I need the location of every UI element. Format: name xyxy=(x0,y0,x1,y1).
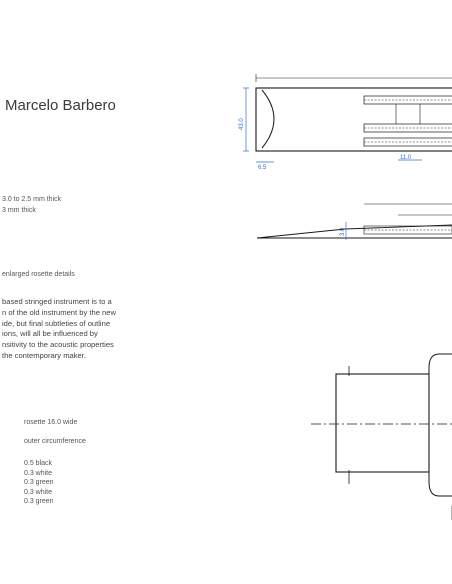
rosette-heading: enlarged rosette details xyxy=(2,271,75,278)
thickness-note-2: 3 mm thick xyxy=(2,207,36,214)
profile-top-edge xyxy=(257,225,452,238)
left-offset-label: 6.5 xyxy=(258,165,267,171)
outer-circumference-label: outer circumference xyxy=(24,438,86,445)
side-view xyxy=(257,204,452,240)
description-line: the contemporary maker. xyxy=(2,350,86,360)
description-line: based stringed instrument is to a xyxy=(2,297,112,306)
rosette-width-note: rosette 16.0 wide xyxy=(24,419,78,426)
height-dimension-label: 43.0 xyxy=(239,118,245,130)
top-view xyxy=(243,74,452,162)
purfling-strip: 0.3 green xyxy=(24,498,54,506)
description-line: n of the old instrument by the new xyxy=(2,307,116,317)
description-line: ide, but final subtleties of outline xyxy=(2,318,111,328)
rosette-block xyxy=(336,374,429,472)
purfling-strip: 0.3 green xyxy=(24,479,54,487)
head-outline xyxy=(256,88,452,151)
purfling-strip: 0.3 white xyxy=(24,469,53,477)
description-line: ions, will all be influenced by xyxy=(2,329,98,339)
maker-name: Marcelo Barbero xyxy=(5,97,116,114)
thickness-note-1: 3.0 to 2.5 mm thick xyxy=(2,196,62,203)
description-line: nsitivity to the acoustic properties xyxy=(2,340,114,350)
rosette-outer-circumference xyxy=(429,354,452,496)
side-thickness-label: 3.0 xyxy=(340,227,346,236)
purfling-strip: 0.3 white xyxy=(24,488,53,496)
rosette-detail xyxy=(311,354,452,520)
head-arc xyxy=(262,90,274,148)
purfling-strip: 0.5 black xyxy=(24,460,53,467)
lower-segment-label: 11.0 xyxy=(400,155,412,161)
